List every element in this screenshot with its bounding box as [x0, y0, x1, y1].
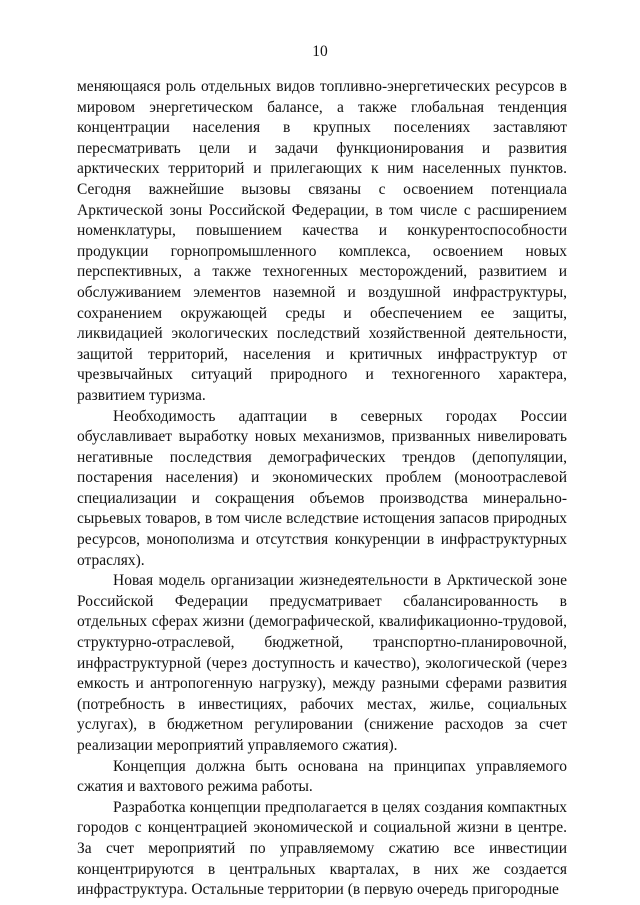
paragraph-adaptation: Необходимость адаптации в северных городах России обуславливает выработку новых механизмов, призванных нивелировать негативные последствия демографических трендов (депопуляции, постарения населения) и экономических проблем (моноотраслевой специализации и сокращения объемов производства минерально-сырьевых товаров, в том числе вследствие истощения запасов природных ресурсов, монополизма и отсутствия конкуренции в инфраструктурных отраслях).	[77, 407, 567, 569]
paragraph-new-model: Новая модель организации жизнедеятельности в Арктической зоне Российской Федерации предусматривает сбалансированность в отдельных сферах жизни (демографической, квалификационно-трудовой, структурно-отраслевой, бюджетной, транспортно-планировочной, инфраструктурной (через доступность и качество), экологической (через емкость и антропогенную нагрузку), между разными сферами развития (потребность в инвестициях, рабочих местах, жилье, социальных услугах), в бюджетном регулировании (снижение расходов за счет реализации мероприятий управляемого сжатия).	[77, 572, 567, 754]
paragraph-concept-development: Разработка концепции предполагается в целях создания компактных городов с концентрацией экономической и социальной жизни в центре. За счет мероприятий по управляемому сжатию все инвестиции концентрируются в центральных кварталах, в них же создается инфраструктура. Остальные территории (в первую очередь пригородные	[77, 798, 567, 899]
paragraph-continuation: меняющаяся роль отдельных видов топливно-энергетических ресурсов в мировом энергетическом балансе, а также глобальная тенденция концентрации населения в крупных поселениях заставляют пересматривать цели и задачи функционирования и развития арктических территорий и прилегающих к ним населенных пунктов. Сегодня важнейшие вызовы связаны с освоением потенциала Арктической зоны Российской Федерации, в том числе с расширением номенклатуры, повышением качества и конкурентоспособности продукции горнопромышленного комплекса, освоением новых перспективных, а также техногенных месторождений, развитием и обслуживанием элементов наземной и воздушной инфраструктуры, сохранением окружающей среды и обеспечением ее защиты, ликвидацией экологических последствий хозяйственной деятельности, защитой территорий, населения и критичных инфраструктур от чрезвычайных ситуаций природного и техногенного характера, развитием туризма.	[77, 78, 567, 404]
paragraph-concept-principles: Концепция должна быть основана на принципах управляемого сжатия и вахтового режима работы.	[77, 757, 567, 796]
document-body	[77, 77, 567, 901]
page-number: 10	[312, 43, 328, 60]
